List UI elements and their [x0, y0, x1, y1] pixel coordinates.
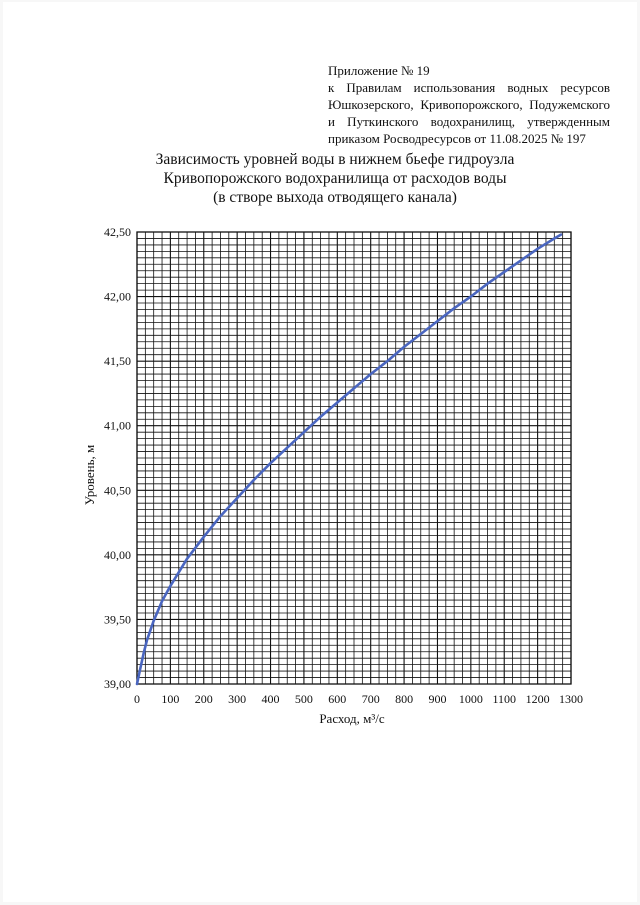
y-tick-label: 39,00 [104, 677, 131, 691]
x-tick-label: 1300 [559, 692, 583, 706]
chart-title-line-1: Зависимость уровней воды в нижнем бьефе гидроузла [155, 151, 515, 168]
x-tick-label: 900 [428, 692, 447, 706]
x-tick-label: 300 [228, 692, 247, 706]
y-tick-label: 42,00 [104, 289, 131, 304]
chart-title-line-2: Кривопорожского водохранилища от расходов воды [163, 170, 507, 187]
appendix-line-4: и Путкинского водохранилищ, утвержденным [328, 114, 610, 129]
y-tick-label: 39,50 [104, 612, 131, 627]
x-tick-label: 700 [361, 692, 380, 706]
chart-grid [137, 232, 571, 684]
x-tick-label: 800 [395, 692, 414, 706]
chart-title-line-3: (в створе выхода отводящего канала) [213, 189, 457, 206]
y-tick-label: 40,00 [104, 547, 131, 562]
x-tick-label: 1000 [458, 692, 483, 706]
appendix-line-5: приказом Росводресурсов от 11.08.2025 № 197 [328, 131, 586, 146]
appendix-line-3: Юшкозерского, Кривопорожского, Подужемского [328, 97, 610, 112]
chart-series [137, 235, 561, 684]
y-tick-labels [104, 225, 131, 691]
appendix-line-1: Приложение № 19 [328, 63, 430, 78]
y-tick-label: 42,50 [104, 225, 131, 239]
x-tick-label: 600 [328, 692, 347, 706]
y-tick-label: 40,50 [104, 483, 131, 498]
x-tick-label: 400 [261, 692, 280, 706]
x-axis-label: Расход, м³/с [319, 711, 385, 726]
y-axis-label: Уровень, м [82, 444, 97, 506]
x-tick-label: 200 [194, 692, 213, 706]
y-tick-label: 41,50 [104, 354, 131, 369]
x-tick-label: 0 [134, 692, 140, 706]
x-tick-label: 500 [294, 692, 313, 706]
x-tick-label: 1100 [492, 692, 517, 706]
x-tick-label: 100 [161, 692, 180, 706]
appendix-line-2: к Правилам использования водных ресурсов [328, 80, 610, 95]
x-tick-labels [134, 692, 583, 706]
y-tick-label: 41,00 [104, 418, 131, 433]
x-tick-label: 1200 [525, 692, 550, 706]
series-line [137, 235, 561, 684]
